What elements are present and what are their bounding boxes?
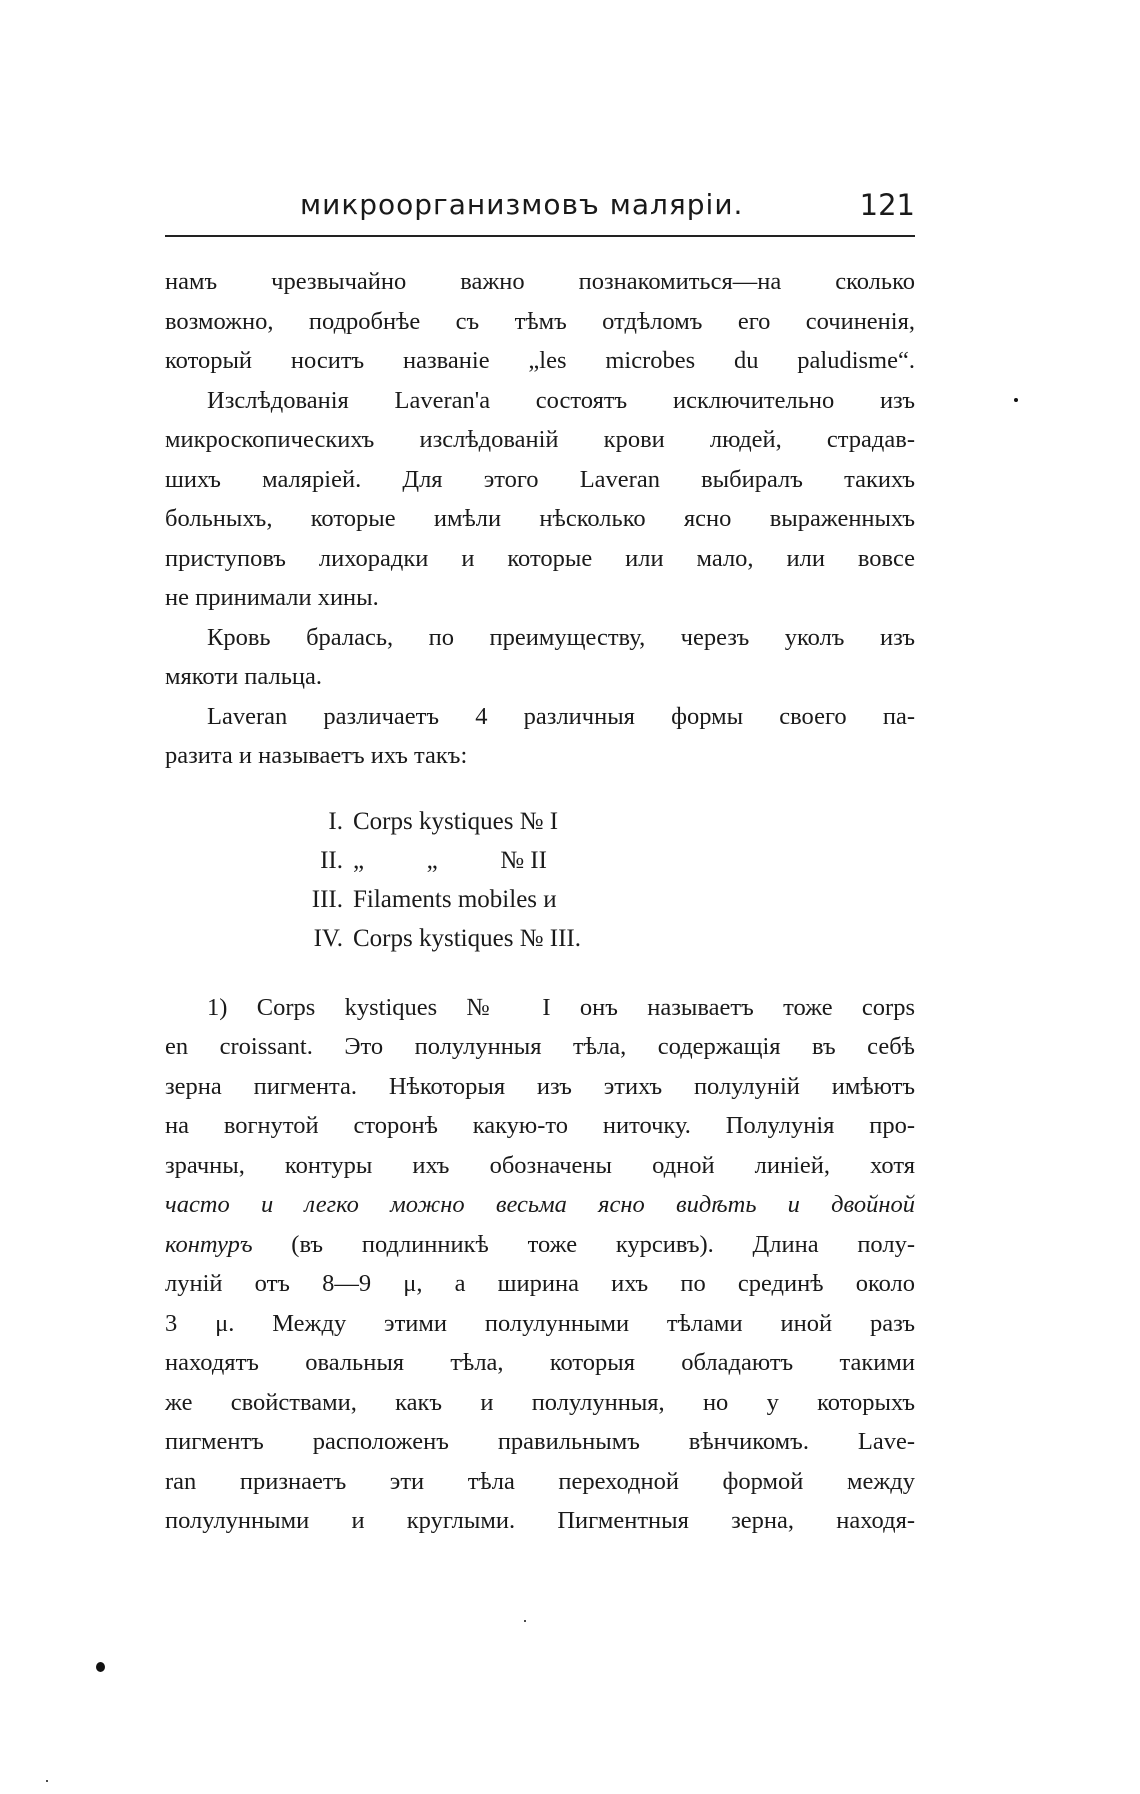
text-line: ran признаетъ эти тѣла переходной формой между [165, 1467, 915, 1495]
list-item [291, 919, 915, 958]
text-line: шихъ маляріей. Для этого Laveran выбиралъ такихъ [165, 465, 915, 493]
paragraph-2 [165, 381, 915, 618]
text-line: луній отъ 8—9 μ, а ширина ихъ по срединѣ около [165, 1270, 915, 1297]
text-line: на вогнутой сторонѣ какую-то ниточку. Полулунія про- [165, 1112, 915, 1139]
text-fragment: (въ подлинникѣ тоже курсивъ). Длина полу- [291, 1230, 915, 1258]
page-header [165, 188, 915, 234]
ink-speck [1014, 398, 1018, 402]
text-line: микроскопическихъ изслѣдованій крови людей, страдав- [165, 426, 915, 453]
ink-speck [96, 1662, 105, 1672]
list-item-text: Corps kystiques № III. [353, 924, 582, 952]
text-line: приступовъ лихорадки и которые или мало, или вовсе [165, 544, 915, 572]
list-item-number: IV. [313, 924, 343, 952]
text-line [165, 1225, 915, 1265]
italic-word: контуръ [165, 1230, 253, 1258]
text-line: Кровь бралась, по преимуществу, черезъ уколъ изъ [207, 623, 915, 651]
text-line: 3 μ. Между этими полулунными тѣлами иной разъ [165, 1309, 915, 1337]
text-line: возможно, подробнѣе съ тѣмъ отдѣломъ его сочиненія, [165, 307, 915, 335]
list-item-text: „ „ № II [353, 846, 547, 874]
text-line: разита и называетъ ихъ такъ: [165, 742, 468, 769]
body-text [165, 262, 915, 1541]
text-line: пигментъ расположенъ правильнымъ вѣнчикомъ. Lave- [165, 1428, 915, 1455]
text-line: мякоти пальца. [165, 663, 323, 690]
list-item [291, 880, 915, 919]
text-line: который носитъ названіе „les microbes du paludisme“. [165, 347, 915, 374]
running-title: микроорганизмовъ маляріи. [300, 188, 744, 221]
list-item-number: III. [311, 885, 343, 913]
forms-list [165, 802, 915, 958]
text-line: же свойствами, какъ и полулунныя, но у которыхъ [165, 1388, 915, 1416]
italic-text-line: часто и легко можно весьма ясно видѣть и двойной [165, 1191, 915, 1218]
list-item [291, 841, 915, 880]
ink-speck [524, 1620, 526, 1622]
text-line: 1) Corps kystiques № I онъ называетъ тоже corps [207, 993, 915, 1021]
page-number: 121 [859, 188, 915, 222]
list-item-number: II. [320, 846, 343, 874]
text-line: не принимали хины. [165, 584, 379, 611]
list-item-text: Filaments mobiles и [353, 885, 557, 913]
text-line: Laveran различаетъ 4 различныя формы своего па- [207, 702, 915, 730]
header-rule [165, 235, 915, 237]
text-line: полулунными и круглыми. Пигментныя зерна, находя- [165, 1507, 915, 1534]
text-line: зрачны, контуры ихъ обозначены одной линіей, хотя [165, 1151, 915, 1179]
list-item [291, 802, 915, 841]
text-line: зерна пигмента. Нѣкоторыя изъ этихъ полулуній имѣютъ [165, 1072, 915, 1100]
text-line: Изслѣдованія Laveran'a состоятъ исключительно изъ [207, 386, 915, 414]
paragraph-5 [165, 988, 915, 1541]
ink-speck [46, 1780, 48, 1782]
text-line: намъ чрезвычайно важно познакомиться—на сколько [165, 268, 915, 295]
text-line: находятъ овальныя тѣла, которыя обладаютъ такими [165, 1349, 915, 1376]
text-line: больныхъ, которые имѣли нѣсколько ясно выраженныхъ [165, 505, 915, 532]
paragraph-3 [165, 618, 915, 697]
paragraph-4 [165, 697, 915, 776]
paragraph-1 [165, 262, 915, 381]
list-item-number: I. [328, 807, 343, 835]
text-line: en croissant. Это полулунныя тѣла, содержащія въ себѣ [165, 1033, 915, 1060]
list-item-text: Corps kystiques № I [353, 807, 559, 835]
